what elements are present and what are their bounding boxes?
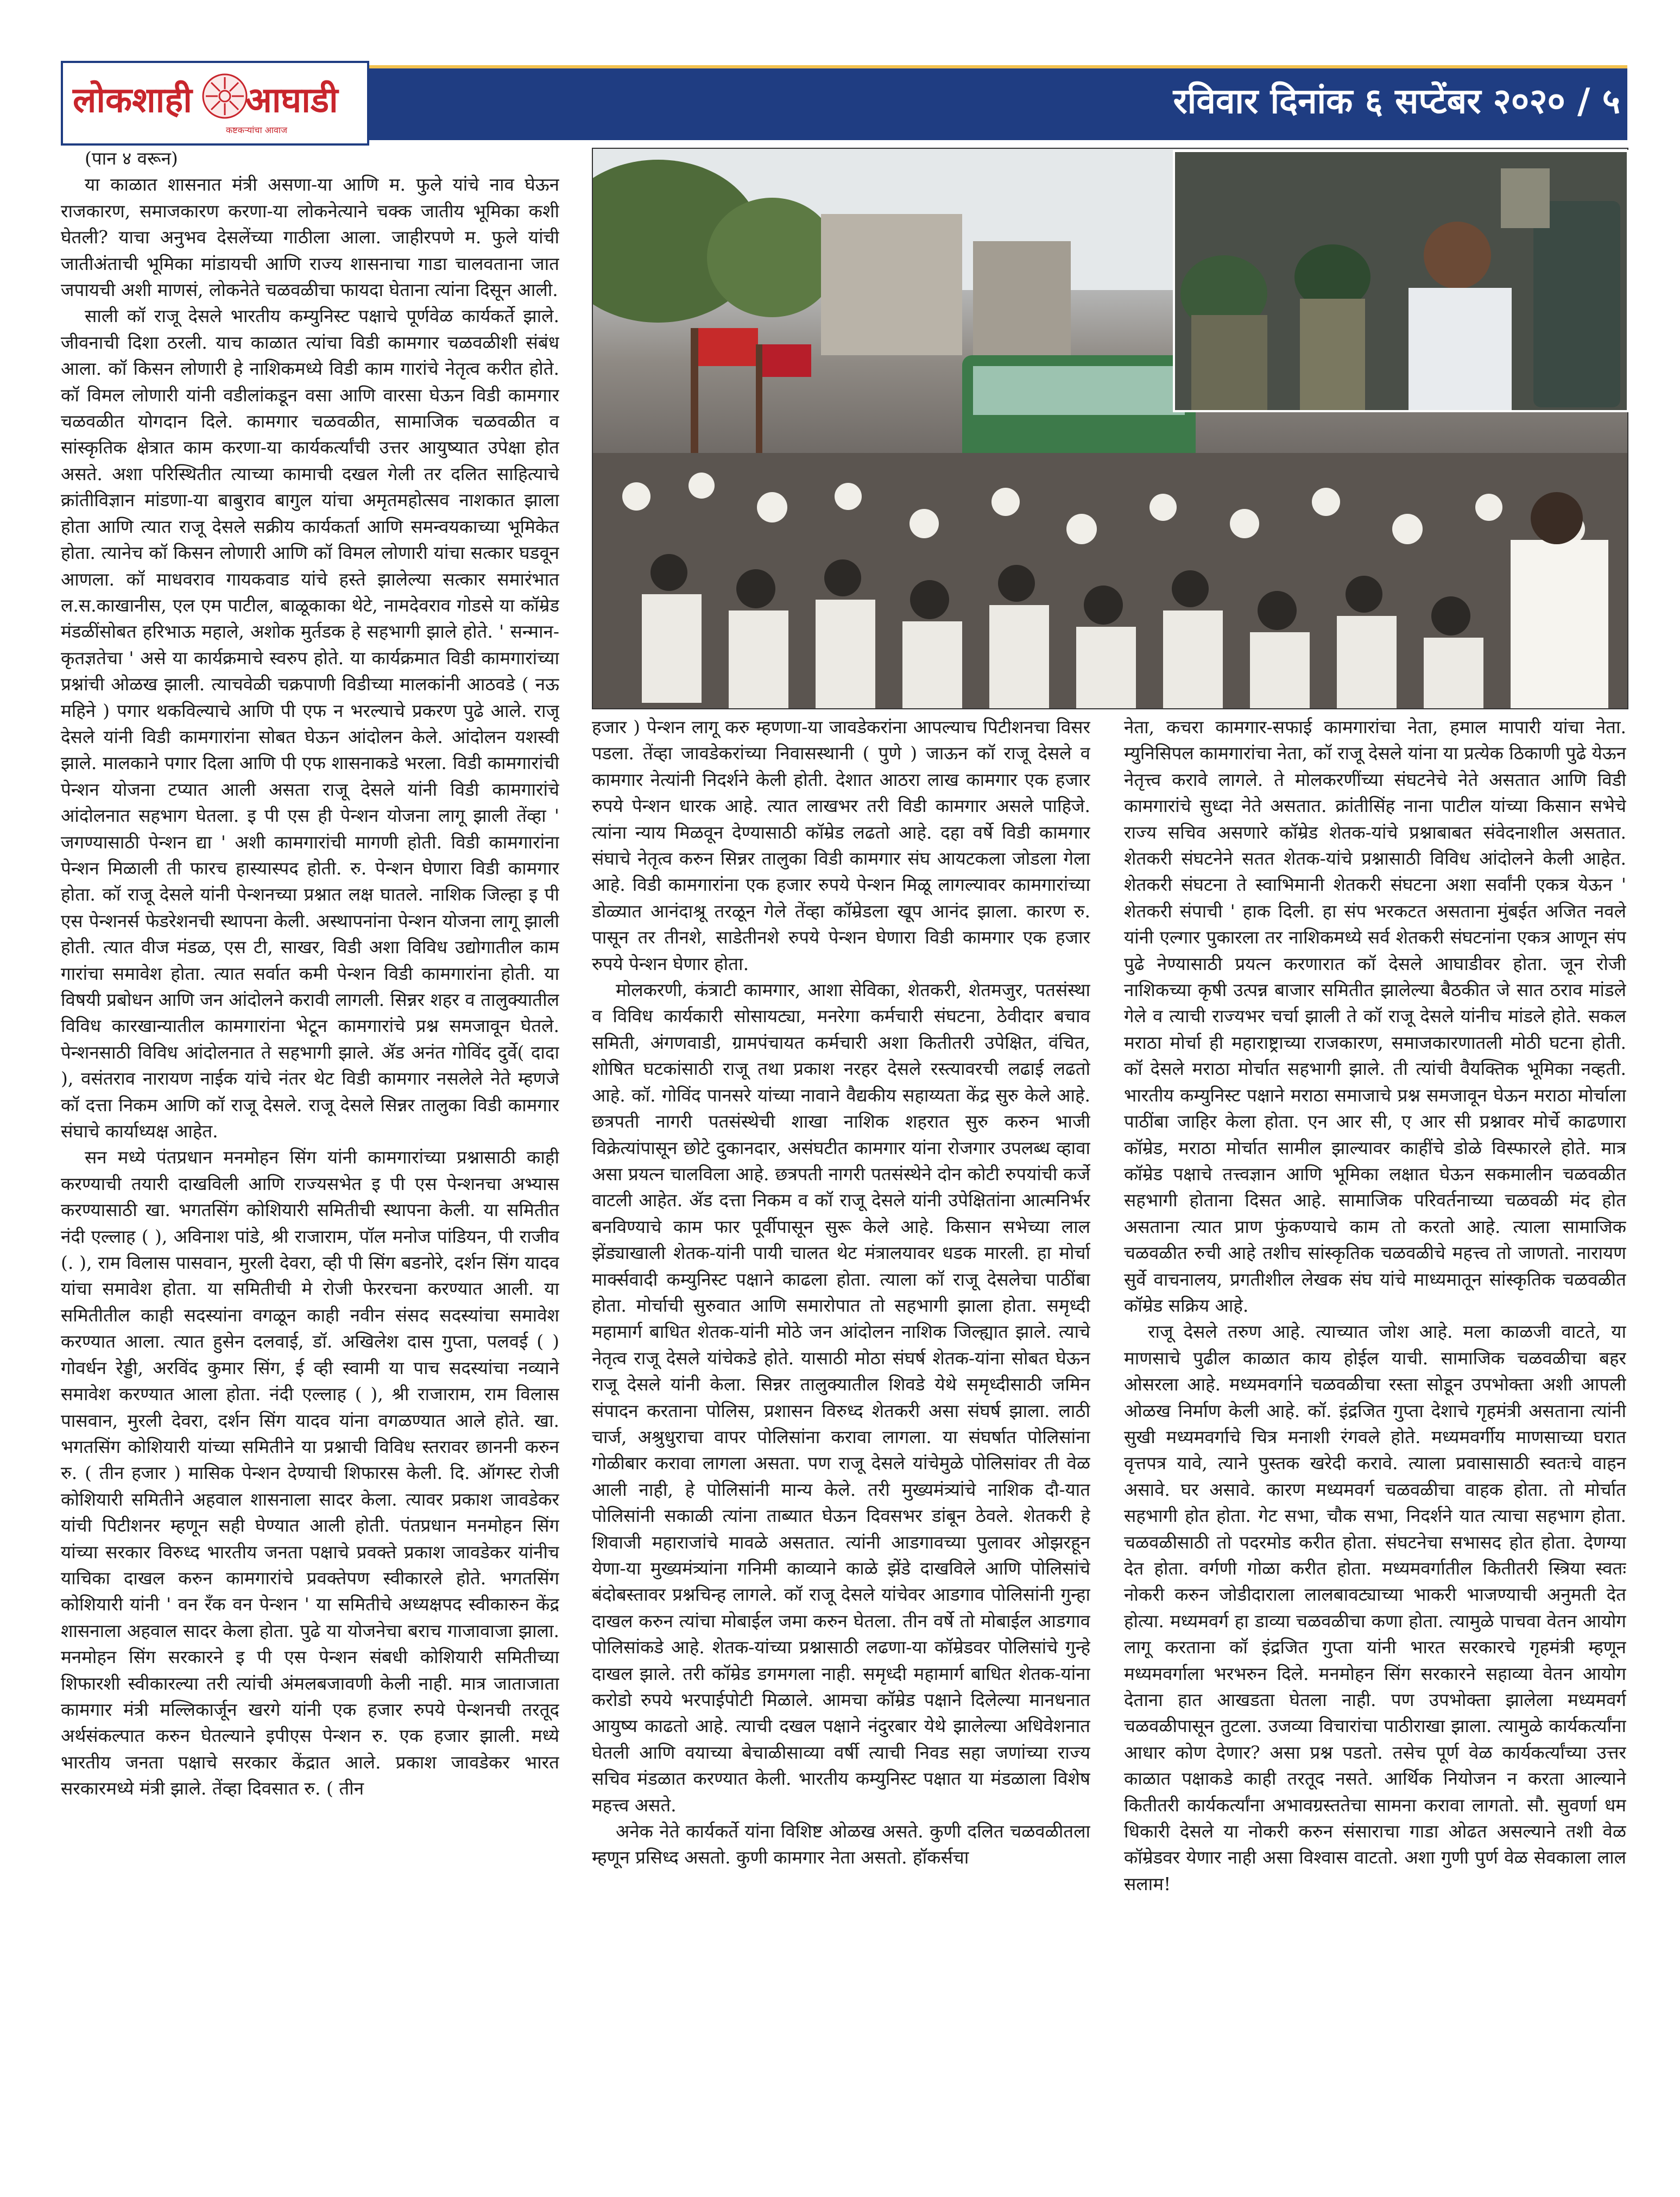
article-paragraph: या काळात शासनात मंत्री असणा-या आणि म. फुले यांचे नाव घेऊन राजकारण, समाजकारण करणा-या लोकनेत्याने चक्क जातीय भूमिका कशी घेतली? याचा अनुभव देसलेंच्या गाठीला आला. जाहीरपणे म. फुले यांची जातीअंताची भूमिका मांडायची आणि राज्य शासनाचा गाडा चालवताना जात जपायची अशी माणसं, लोकनेते चळवळीचा फायदा घेताना त्यांना दिसून आली. (61, 174, 559, 301)
logo-tagline: कष्टकऱ्यांचा आवाज (226, 125, 287, 135)
article-paragraph: राजू देसले तरुण आहे. त्याच्यात जोश आहे. मला काळजी वाटते, या माणसाचे पुढील काळात काय होईल याची. सामाजिक चळवळीचा बहर ओसरला आहे. मध्यमवर्गाने चळवळीचा रस्ता सोडून उपभोक्ता अशी आपली ओळख निर्माण केली आहे. कॉ. इंद्रजित गुप्ता देशाचे गृहमंत्री असताना त्यांनी सुखी मध्यमवर्गाचे चित्र मनाशी रंगवले होते. मध्यमवर्गीय माणसाच्या घरात वृत्तपत्र यावे, त्याने पुस्तक खरेदी करावे. त्याला प्रवासासाठी स्वतःचे वाहन असावे. घर असावे. कारण मध्यमवर्ग चळवळीचा वाहक होता. तो मोर्चात सहभागी होत होता. गेट सभा, चौक सभा, निदर्शने यात त्याचा सहभाग होता. चळवळीसाठी तो पदरमोड करीत होता. संघटनेचा सभासद होत होता. देणग्या देत होता. वर्गणी गोळा करीत होता. मध्यमवर्गातील कितीतरी स्त्रिया स्वतः नोकरी करुन जोडीदाराला लालबावट्याच्या भाकरी भाजण्याची अनुमती देत होत्या. मध्यमवर्ग हा डाव्या चळवळीचा कणा होता. त्यामुळे पाचवा वेतन आयोग लागू करताना कॉ इंद्रजित गुप्ता यांनी भारत सरकारचे गृहमंत्री म्हणून मध्यमवर्गाला भरभरुन दिले. मनमोहन सिंग सरकारने सहाव्या वेतन आयोग देताना हात आखडता घेतला नाही. पण उपभोक्ता झालेला मध्यमवर्ग चळवळीपासून तुटला. उजव्या विचारांचा पाठीराखा झाला. त्यामुळे कार्यकर्त्यांना आधार कोण देणार? असा प्रश्न पडतो. तसेच पूर्ण वेळ कार्यकर्त्यांच्या उत्तर काळात पक्षाकडे काही तरतूद नसते. आर्थिक नियोजन न करता आल्याने कितीतरी कार्यकर्त्यांना अभावग्रस्ततेचा सामना करावा लागतो. सौ. सुवर्णा धम धिकारी देसले या नोकरी करुन संसाराचा गाडा ओढत असल्याने तशी वेळ कॉम्रेडवर येणार नाही असा विश्वास वाटतो. अशा गुणी पुर्ण वेळ सेवकाला लाल सलाम! (1124, 1321, 1626, 1894)
article-column-2 (592, 714, 1090, 2132)
logo-text-left: लोकशाही (73, 80, 192, 121)
logo-text-right: आघाडी (245, 80, 338, 121)
article-column-3 (1124, 714, 1626, 2132)
article-paragraph: नेता, कचरा कामगार-सफाई कामगारांचा नेता, हमाल मापारी यांचा नेता. म्युनिसिपल कामगारांचा नेता, कॉ राजू देसले यांना या प्रत्येक ठिकाणी पुढे येऊन नेतृत्त्व करावे लागले. ते मोलकरणींच्या संघटनेचे नेते असतात आणि विडी कामगारांचे सुध्दा नेते असतात. क्रांतीसिंह नाना पाटील यांच्या किसान सभेचे राज्य सचिव असणारे कॉम्रेड शेतक-यांचे प्रश्नाबाबत संवेदनाशील असतात. शेतकरी संघटनेने सतत शेतक-यांचे प्रश्नासाठी विविध आंदोलने केली आहेत. शेतकरी संघटना ते स्वाभिमानी शेतकरी संघटना अशा सर्वांनी एकत्र येऊन ' शेतकरी संपाची ' हाक दिली. हा संप भरकटत असताना मुंबईत अजित नवले यांनी एल्गार पुकारला तर नाशिकमध्ये सर्व शेतकरी संघटनांना एकत्र आणून संप पुढे नेण्यासाठी प्रयत्न करणारात कॉ देसले आघाडीवर होता. जून रोजी नाशिकच्या कृषी उत्पन्न बाजार समितीत झालेल्या बैठकीत जे सात ठराव मांडले गेले व त्याची राज्यभर चर्चा झाली ते कॉ राजू देसले यांनीच मांडले होते. सकल मराठा मोर्चा ही महाराष्ट्राच्या राजकारण, समाजकारणातली मोठी घटना होती. कॉ देसले मराठा मोर्चात सहभागी झाले. ती त्यांची वैयक्तिक भूमिका नव्हती. भारतीय कम्युनिस्ट पक्षाने मराठा समाजाचे प्रश्न समजावून घेऊन मराठा मोर्चाला पाठींबा जाहिर केला होता. एन आर सी, ए आर सी प्रश्नावर मोर्चे काढणारा कॉम्रेड, मराठा मोर्चात सामील झाल्यावर काहींचे डोळे विस्फारले होते. मात्र कॉम्रेड पक्षाचे तत्त्वज्ञान आणि भूमिका लक्षात घेऊन सकमालीन चळवळीत सहभागी होताना दिसत आहे. सामाजिक परिवर्तनाच्या चळवळी मंद होत असताना त्यात प्राण फुंकण्याचे काम तो करतो आहे. त्याला सामाजिक चळवळीत रुची आहे तशीच सांस्कृतिक चळवळीचे महत्त्व तो जाणतो. नारायण सुर्वे वाचनालय, प्रगतीशील लेखक संघ यांचे माध्यमातून सांस्कृतिक चळवळीत कॉम्रेड सक्रिय आहे. (1124, 716, 1626, 1316)
masthead-logo[interactable] (61, 61, 369, 146)
article-column-1 (61, 146, 559, 2133)
issue-date-page: रविवार दिनांक ६ सप्टेंबर २०२० / ५ (1173, 81, 1620, 122)
article-paragraph: मोलकरणी, कंत्राटी कामगार, आशा सेविका, शेतकरी, शेतमजुर, पतसंस्था व विविध कार्यकारी सोसायट्या, मनरेगा कर्मचारी संघटना, ठेवीदार बचाव समिती, अंगणवाडी, ग्रामपंचायत कर्मचारी अशा कितीतरी उपेक्षित, वंचित, शोषित घटकांसाठी राजू तथा प्रकाश नरहर देसले रस्त्यावरची लढाई लढतो आहे. कॉ. गोविंद पानसरे यांच्या नावाने वैद्यकीय सहाय्यता केंद्र सुरु केले आहे. छत्रपती नागरी पतसंस्थेची शाखा नाशिक शहरात सुरु करुन भाजी विक्रेत्यांपासून छोटे दुकानदार, असंघटीत कामगार यांना रोजगार उपलब्ध व्हावा असा प्रयत्न चालविला आहे. छत्रपती नागरी पतसंस्थेने दोन कोटी रुपयांची कर्जे वाटली आहेत. ॲड दत्ता निकम व कॉ राजू देसले यांनी उपेक्षितांना आत्मनिर्भर बनविण्याचे काम फार पूर्वीपासून सुरू केले आहे. किसान सभेच्या लाल झेंड्याखाली शेतक-यांनी पायी चालत थेट मंत्रालयावर धडक मारली. हा मोर्चा मार्क्सवादी कम्युनिस्ट पक्षाने काढला होता. त्याला कॉ राजू देसलेचा पाठींबा होता. मोर्चाची सुरुवात आणि समारोपात तो सहभागी झाला होता. समृध्दी महामार्ग बाधित शेतक-यांनी मोठे जन आंदोलन नाशिक जिल्ह्यात झाले. त्याचे नेतृत्व राजू देसले यांचेकडे होते. यासाठी मोठा संघर्ष शेतक-यांना सोबत घेऊन राजू देसले यांनी केला. सिन्नर तालुक्यातील शिवडे येथे समृध्दीसाठी जमिन संपादन करताना पोलिस, प्रशासन विरुध्द शेतकरी असा संघर्ष झाला. लाठी चार्ज, अश्रुधुराचा वापर पोलिसांना करावा लागला. या संघर्षात पोलिसांना गोळीबार करावा लागला असता. पण राजू देसले यांचेमुळे पोलिसांवर ती वेळ आली नाही, हे पोलिसांनी मान्य केले. तरी मुख्यमंत्र्यांचे नाशिक दौ-यात पोलिसांनी सकाळी त्यांना ताब्यात घेऊन दिवसभर डांबून ठेवले. शेतकरी हे शिवाजी महाराजांचे मावळे असतात. त्यांनी आडगावच्या पुलावर ओझरहून येणा-या मुख्यमंत्र्यांना गनिमी काव्याने काळे झेंडे दाखविले आणि पोलिसांचे बंदोबस्तावर प्रश्नचिन्ह लागले. कॉ राजू देसले यांचेवर आडगाव पोलिसांनी गुन्हा दाखल करुन त्यांचा मोबाईल जमा करुन घेतला. तीन वर्षे तो मोबाईल आडगाव पोलिसांकडे आहे. शेतक-यांच्या प्रश्नासाठी लढणा-या कॉम्रेडवर पोलिसांचे गुन्हे दाखल झाले. तरी कॉम्रेड डगमगला नाही. समृध्दी महामार्ग बाधित शेतक-यांना करोडो रुपये भरपाईपोटी मिळाले. आमचा कॉम्रेड पक्षाने दिलेल्या मानधनात आयुष्य काढतो आहे. त्याची दखल पक्षाने नंदुरबार येथे झालेल्या अधिवेशनात घेतली आणि वयाच्या बेचाळीसाव्या वर्षी त्याची निवड सहा जणांच्या राज्य सचिव मंडळात करण्यात केली. भारतीय कम्युनिस्ट पक्षात या मंडळाला विशेष महत्त्व असते. (592, 979, 1090, 1816)
inset-photo-graphic (1175, 152, 1627, 410)
page-continuation-ref: (पान ४ वरून) (85, 148, 178, 169)
police-and-leader-photo (1173, 150, 1629, 412)
article-paragraph: अनेक नेते कार्यकर्ते यांना विशिष्ट ओळख असते. कुणी दलित चळवळीतला म्हणून प्रसिध्द असतो. कुणी कामगार नेता असतो. हॉकर्सचा (592, 1821, 1090, 1868)
article-paragraph: हजार ) पेन्शन लागू करु म्हणणा-या जावडेकरांना आपल्याच पिटीशनचा विसर पडला. तेंव्हा जावडेकरांच्या निवासस्थानी ( पुणे ) जाऊन कॉ राजू देसले व कामगार नेत्यांनी निदर्शने केली होती. देशात आठरा लाख कामगार एक हजार रुपये पेन्शन धारक आहे. त्यात लाखभर तरी विडी कामगार असले पाहिजे. त्यांना न्याय मिळवून देण्यासाठी कॉम्रेड लढतो आहे. दहा वर्षे विडी कामगार संघाचे नेतृत्व करुन सिन्नर तालुका विडी कामगार संघ आयटकला जोडला गेला आहे. विडी कामगारांना एक हजार रुपये पेन्शन मिळू लागल्यावर कामगारांच्या डोळ्यात आनंदाश्रू तरळून गेले तेंव्हा कॉम्रेडला खूप आनंद झाला. कारण रु. पासून तर तीनशे, साडेतीनशे रुपये पेन्शन घेणारा विडी कामगार एक हजार रुपये पेन्शन घेणार होता. (592, 716, 1090, 974)
article-paragraph: सन मध्ये पंतप्रधान मनमोहन सिंग यांनी कामगारांच्या प्रश्नासाठी काही करण्याची तयारी दाखविली आणि राज्यसभेत इ पी एस पेन्शनचा अभ्यास करण्यासाठी खा. भगतसिंग कोशियारी समितीची स्थापना केली. या समितीत नंदी एल्लाह ( ), अविनाश पांडे, श्री राजाराम, पॉल मनोज पांडियन, पी राजीव (. ), राम विलास पासवान, मुरली देवरा, व्ही पी सिंग बडनोरे, दर्शन सिंग यादव यांचा समावेश होता. या समितीची मे रोजी फेररचना करण्यात आली. या समितीतील काही सदस्यांना वगळून काही नवीन संसद सदस्यांचा समावेश करण्यात आला. त्यात हुसेन दलवाई, डॉ. अखिलेश दास गुप्ता, पलवई ( ) गोवर्धन रेड्डी, अरविंद कुमार सिंग, ई व्ही स्वामी या पाच सदस्यांचा नव्याने समावेश करण्यात आला होता. नंदी एल्लाह ( ), श्री राजाराम, राम विलास पासवान, मुरली देवरा, दर्शन सिंग यादव यांना वगळण्यात आले होते. खा. भगतसिंग कोशियारी यांच्या समितीने या प्रश्नाची विविध स्तरावर छाननी करुन रु. ( तीन हजार ) मासिक पेन्शन देण्याची शिफारस केली. दि. ऑगस्ट रोजी कोशियारी समितीने अहवाल शासनाला सादर केला. त्यावर प्रकाश जावडेकर यांची पिटीशनर म्हणून सही घेण्यात आली होती. पंतप्रधान मनमोहन सिंग यांच्या सरकार विरुध्द भारतीय जनता पक्षाचे प्रवक्ते प्रकाश जावडेकर यांनीच याचिका दाखल करुन कामगारांचे प्रवक्तेपण स्वीकारले होते. भगतसिंग कोशियारी यांनी ' वन रँक वन पेन्शन ' या समितीचे अध्यक्षपद स्वीकारुन केंद्र शासनाला अहवाल सादर केला होता. पुढे या योजनेचा बराच गाजावाजा झाला. मनमोहन सिंग सरकारने इ पी एस पेन्शन संबधी कोशियारी समितीच्या शिफारशी स्वीकारल्या तरी त्यांची अंमलबजावणी केली नाही. मात्र जाताजाता कामगार मंत्री मल्लिकार्जून खरगे यांनी एक हजार रुपये पेन्शनची तरतूद अर्थसंकल्पात करुन घेतल्याने इपीएस पेन्शन रु. एक हजार झाली. मध्ये भारतीय जनता पक्षाचे सरकार केंद्रात आले. प्रकाश जावडेकर भारत सरकारमध्ये मंत्री झाले. तेंव्हा दिवसात रु. ( तीन (61, 1147, 559, 1799)
lotus-emblem-icon (201, 73, 248, 119)
article-paragraph: साली कॉ राजू देसले भारतीय कम्युनिस्ट पक्षाचे पूर्णवेळ कार्यकर्ते झाले. जीवनाची दिशा ठरली. याच काळात त्यांचा विडी कामगार चळवळीशी संबंध आला. कॉ किसन लोणारी हे नाशिकमध्ये विडी काम गारांचे नेतृत्व करीत होते. कॉ विमल लोणारी यांनी वडीलांकडून वसा आणि वारसा घेऊन विडी कामगार चळवळीत योगदान दिले. कामगार चळवळीत, सामाजिक चळवळीत व सांस्कृतिक क्षेत्रात काम करणा-या कार्यकर्त्यांची उत्तर आयुष्यात उपेक्षा होत असते. अशा परिस्थितीत त्याच्या कामाची दखल गेली तर दलित साहित्याचे क्रांतीविज्ञान मांडणा-या बाबुराव बागुल यांचा अमृतमहोत्सव नाशकात झाला होता आणि त्यात राजू देसले सक्रीय कार्यकर्ता आणि समन्वयकाच्या भूमिकेत होता. त्यानेच कॉ किसन लोणारी आणि कॉ विमल लोणारी यांचा सत्कार घडवून आणला. कॉ माधवराव गायकवाड यांचे हस्ते झालेल्या सत्कार समारंभात ल.स.काखानीस, एल एम पाटील, बाळूकाका थेटे, नामदेवराव गोडसे या कॉम्रेड मंडळींसोबत हरिभाऊ महाले, अशोक मुर्तडक हे सहभागी झाले होते. ' सन्मान-कृतज्ञतेचा ' असे या कार्यक्रमाचे स्वरुप होते. या कार्यक्रमात विडी कामगारांच्या प्रश्नांची ओळख झाली. त्याचवेळी चक्रपाणी विडीच्या मालकांनी आठवडे ( नऊ महिने ) पगार थकविल्याचे आणि पी एफ न भरल्याचे प्रकरण पुढे आले. राजू देसले यांनी विडी कामगारांना सोबत घेऊन आंदोलन केले. आंदोलन यशस्वी झाले. मालकाने पगार दिला आणि पी एफ शासनाकडे भरला. विडी कामगारांची पेन्शन योजना टप्यात आली असता राजू देसले यांनी विडी कामगारांचे आंदोलनात सहभाग घेतला. इ पी एस ही पेन्शन योजना लागू झाली तेंव्हा ' जगण्यासाठी पेन्शन द्या ' अशी कामगारांची मागणी होती. विडी कामगारांना पेन्शन मिळाली ती फारच हास्यास्पद होती. रु. पेन्शन घेणारा विडी कामगार होता. कॉ राजू देसले यांनी पेन्शनच्या प्रश्नात लक्ष घातले. नाशिक जिल्हा इ पी एस पेन्शनर्स फेडरेशनची स्थापना केली. अस्थापनांना पेन्शन योजना लागू झाली होती. त्यात वीज मंडळ, एस टी, साखर, विडी अशा विविध उद्योगातील काम गारांचा समावेश होता. त्यात सर्वात कमी पेन्शन विडी कामगारांना होती. या विषयी प्रबोधन आणि जन आंदोलने करावी लागली. सिन्नर शहर व तालुक्यातील विविध कारखान्यातील कामगारांना भेटून कामगारांचे प्रश्न समजावून घेतले. पेन्शनसाठी विविध आंदोलनात ते सहभागी झाले. ॲड अनंत गोविंद दुर्वे( दादा ), वसंतराव नारायण नाईक यांचे नंतर थेट विडी कामगार नसलेले नेते म्हणजे कॉ दत्ता निकम आणि कॉ राजू देसले. राजू देसले सिन्नर तालुका विडी कामगार संघाचे कार्याध्यक्ष आहेत. (61, 305, 559, 1142)
